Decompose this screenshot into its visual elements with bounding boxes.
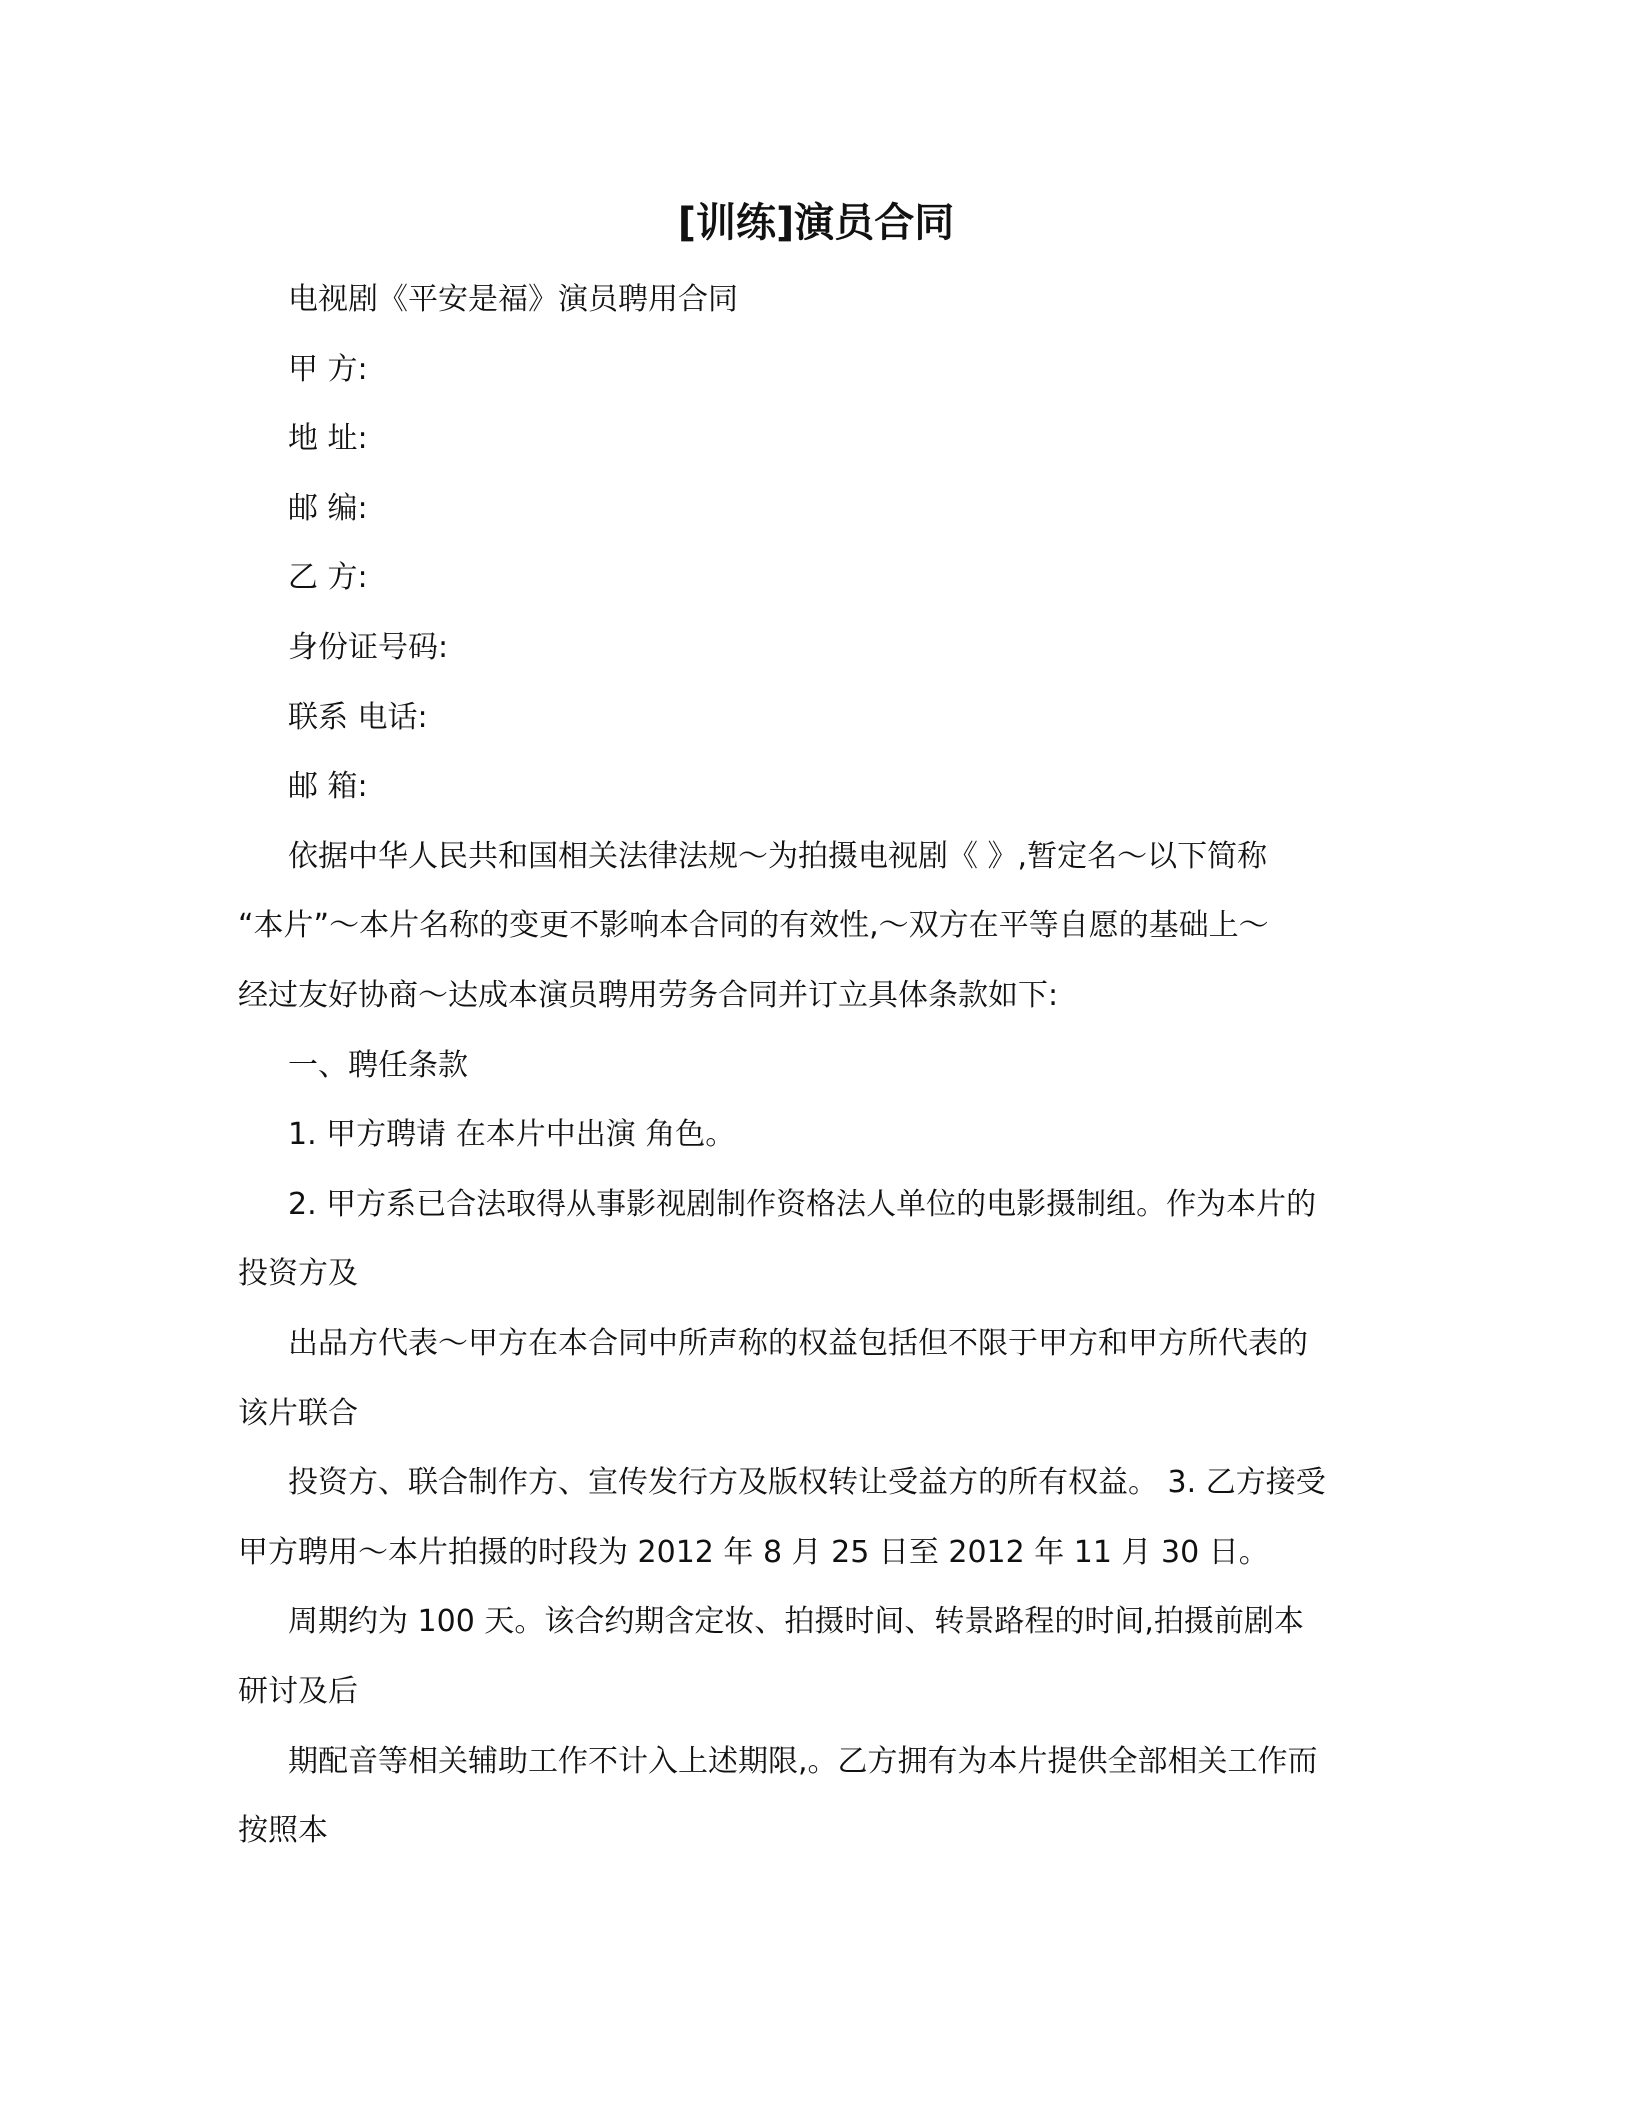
clause-line: 周期约为 100 天。该合约期含定妆、拍摄时间、转景路程的时间,拍摄前剧本: [288, 1604, 1304, 1639]
party-b-field: 乙 方:: [288, 560, 368, 595]
preamble-line: “本片”～本片名称的变更不影响本合同的有效性,～双方在平等自愿的基础上～: [238, 908, 1269, 943]
id-number-field: 身份证号码:: [288, 630, 449, 665]
contract-heading: 电视剧《平安是福》演员聘用合同: [288, 282, 738, 317]
party-a-field: 甲 方:: [288, 352, 368, 387]
preamble-line: 经过友好协商～达成本演员聘用劳务合同并订立具体条款如下:: [238, 978, 1059, 1013]
section-heading: 一、聘任条款: [288, 1048, 468, 1083]
clause-line: 投资方、联合制作方、宣传发行方及版权转让受益方的所有权益。 3. 乙方接受: [288, 1465, 1326, 1500]
address-field: 地 址:: [288, 421, 368, 456]
clause-line: 按照本: [238, 1813, 328, 1848]
clause-line: 该片联合: [238, 1396, 358, 1431]
email-field: 邮 箱:: [288, 769, 368, 804]
postcode-field: 邮 编:: [288, 491, 368, 526]
document-title: [训练]演员合同: [677, 200, 955, 246]
clause-line: 投资方及: [238, 1256, 358, 1291]
phone-field: 联系 电话:: [288, 700, 428, 735]
clause-line: 出品方代表～甲方在本合同中所声称的权益包括但不限于甲方和甲方所代表的: [288, 1326, 1308, 1361]
clause-line: 研讨及后: [238, 1674, 358, 1709]
clause-line: 1. 甲方聘请 在本片中出演 角色。: [288, 1117, 736, 1152]
clause-line: 2. 甲方系已合法取得从事影视剧制作资格法人单位的电影摄制组。作为本片的: [288, 1187, 1317, 1222]
clause-line: 甲方聘用～本片拍摄的时段为 2012 年 8 月 25 日至 2012 年 11 月 30 日。: [238, 1535, 1269, 1570]
preamble-line: 依据中华人民共和国相关法律法规～为拍摄电视剧《 》,暂定名～以下简称: [288, 839, 1268, 874]
clause-line: 期配音等相关辅助工作不计入上述期限,。乙方拥有为本片提供全部相关工作而: [288, 1744, 1318, 1779]
